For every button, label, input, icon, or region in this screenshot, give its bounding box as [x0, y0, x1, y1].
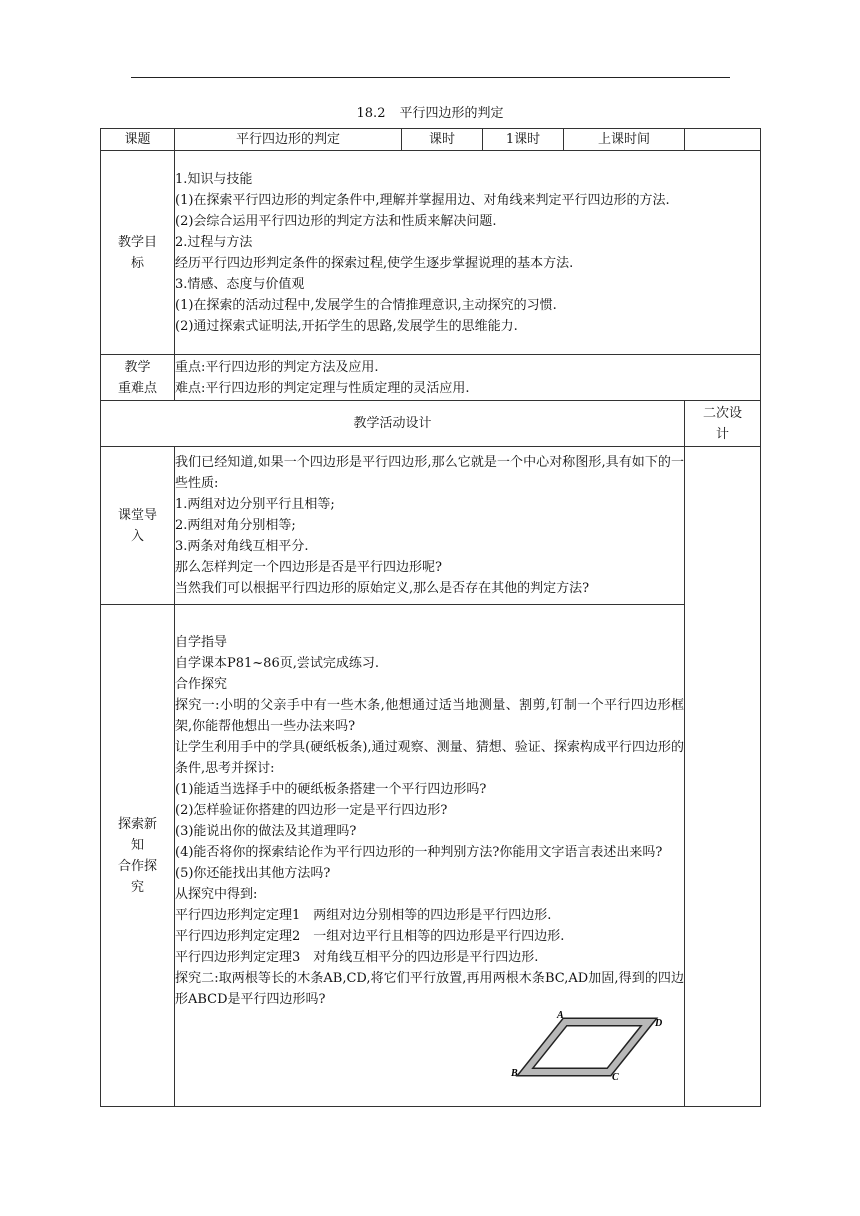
- explore-line: 探究一:小明的父亲手中有一些木条,他想通过适当地测量、割剪,钉制一个平行四边形框架,你能帮他想出一些办法来吗?: [175, 697, 684, 734]
- explore-label-line: 探索新: [117, 816, 157, 832]
- explore-line: 平行四边形判定定理3 对角线互相平分的四边形是平行四边形.: [175, 949, 539, 965]
- intro-label-line: 课堂导: [117, 507, 157, 523]
- activity-title: 教学活动设计: [101, 401, 685, 447]
- explore-label-line: 究: [130, 879, 144, 895]
- second-design-column: [685, 447, 761, 1107]
- vertex-b-label: B: [511, 1067, 518, 1079]
- explore-line: (5)你还能找出其他方法吗?: [175, 865, 331, 881]
- intro-line: 当然我们可以根据平行四边形的原始定义,那么是否存在其他的判定方法?: [175, 581, 590, 596]
- goals-row: [101, 151, 761, 355]
- explore-line: 合作探究: [175, 676, 228, 692]
- goals-label: [101, 151, 175, 355]
- explore-line: 自学指导: [175, 634, 228, 650]
- goal-line: 3.情感、态度与价值观: [175, 276, 305, 292]
- explore-line: (1)能适当选择手中的硬纸板条搭建一个平行四边形吗?: [175, 781, 487, 797]
- hours-value: 1课时: [483, 129, 564, 151]
- header-row: [101, 129, 761, 151]
- explore-label-line: 合作探: [117, 858, 157, 874]
- explore-line: (2)怎样验证你搭建的四边形一定是平行四边形?: [175, 802, 448, 818]
- explore-line: 让学生利用手中的学具(硬纸板条),通过观察、测量、猜想、验证、探索构成平行四边形的条件,思考并探讨:: [175, 739, 684, 776]
- second-design-label-line: 计: [715, 426, 729, 442]
- goals-content: [175, 151, 761, 355]
- goal-line: 2.过程与方法: [175, 234, 253, 250]
- intro-line: 2.两组对角分别相等;: [175, 518, 296, 533]
- goal-line: 经历平行四边形判定条件的探索过程,使学生逐步掌握说理的基本方法.: [175, 255, 574, 271]
- explore-line: 平行四边形判定定理1 两组对边分别相等的四边形是平行四边形.: [175, 907, 552, 923]
- explore-row: [101, 605, 761, 1107]
- topic-label: 课题: [101, 129, 175, 151]
- section-number: 18.2: [356, 106, 386, 121]
- explore-label-line: 知: [130, 837, 144, 853]
- goal-line: 1.知识与技能: [175, 171, 253, 187]
- explore-line: (3)能说出你的做法及其道理吗?: [175, 823, 357, 839]
- second-design-label: [685, 401, 761, 447]
- second-design-label-line: 二次设: [702, 405, 742, 421]
- intro-row: [101, 447, 761, 605]
- explore-line: (4)能否将你的探索结论作为平行四边形的一种判别方法?你能用文字语言表述出来吗?: [175, 844, 663, 860]
- explore-line: 从探究中得到:: [175, 886, 258, 902]
- intro-content: [175, 447, 685, 605]
- hours-label: 课时: [402, 129, 483, 151]
- parallelogram-frame-drawing: [511, 1009, 673, 1083]
- explore-line: 自学课本P81~86页,尝试完成练习.: [175, 655, 379, 671]
- goal-line: (2)会综合运用平行四边形的判定方法和性质来解决问题.: [175, 213, 497, 229]
- vertex-c-label: C: [612, 1071, 619, 1083]
- key-points-content: [175, 355, 761, 401]
- key-points-row: [101, 355, 761, 401]
- time-label: 上课时间: [564, 129, 685, 151]
- vertex-d-label: D: [655, 1017, 663, 1029]
- explore-line: 平行四边形判定定理2 一组对边平行且相等的四边形是平行四边形.: [175, 928, 565, 944]
- goals-label-line: 标: [130, 255, 144, 271]
- activity-header-row: [101, 401, 761, 447]
- key-points-label: [101, 355, 175, 401]
- explore-label: [101, 605, 175, 1107]
- goal-line: (1)在探索平行四边形的判定条件中,理解并掌握用边、对角线来判定平行四边形的方法.: [175, 192, 670, 208]
- time-value: [685, 129, 761, 151]
- intro-label-line: 入: [130, 528, 144, 544]
- section-title: [100, 106, 760, 122]
- vertex-a-label: A: [557, 1009, 564, 1021]
- parallelogram-figure: [175, 1009, 684, 1083]
- key-points-label-line: 教学: [124, 359, 151, 375]
- intro-line: 那么怎样判定一个四边形是否是平行四边形呢?: [175, 560, 442, 575]
- goal-line: (1)在探索的活动过程中,发展学生的合情推理意识,主动探究的习惯.: [175, 297, 557, 313]
- lesson-plan-table: [100, 128, 761, 1107]
- key-point-line: 重点:平行四边形的判定方法及应用.: [175, 359, 379, 375]
- goal-line: (2)通过探索式证明法,开拓学生的思路,发展学生的思维能力.: [175, 318, 518, 334]
- explore-line: 探究二:取两根等长的木条AB,CD,将它们平行放置,再用两根木条BC,AD加固,得到的四边形ABCD是平行四边形吗?: [175, 970, 684, 1007]
- frame-fill: [525, 1022, 649, 1072]
- topic-value: 平行四边形的判定: [175, 129, 402, 151]
- explore-content: [175, 605, 685, 1107]
- intro-line: 我们已经知道,如果一个四边形是平行四边形,那么它就是一个中心对称图形,具有如下的一些性质:: [175, 455, 684, 491]
- intro-line: 3.两条对角线互相平分.: [175, 539, 309, 554]
- intro-label: [101, 447, 175, 605]
- key-points-label-line: 重难点: [117, 380, 157, 396]
- header-rule: [131, 77, 730, 78]
- goals-label-line: 教学目: [117, 234, 157, 250]
- key-point-line: 难点:平行四边形的判定定理与性质定理的灵活应用.: [175, 380, 470, 396]
- section-title-text: 平行四边形的判定: [399, 106, 504, 121]
- intro-line: 1.两组对边分别平行且相等;: [175, 497, 335, 512]
